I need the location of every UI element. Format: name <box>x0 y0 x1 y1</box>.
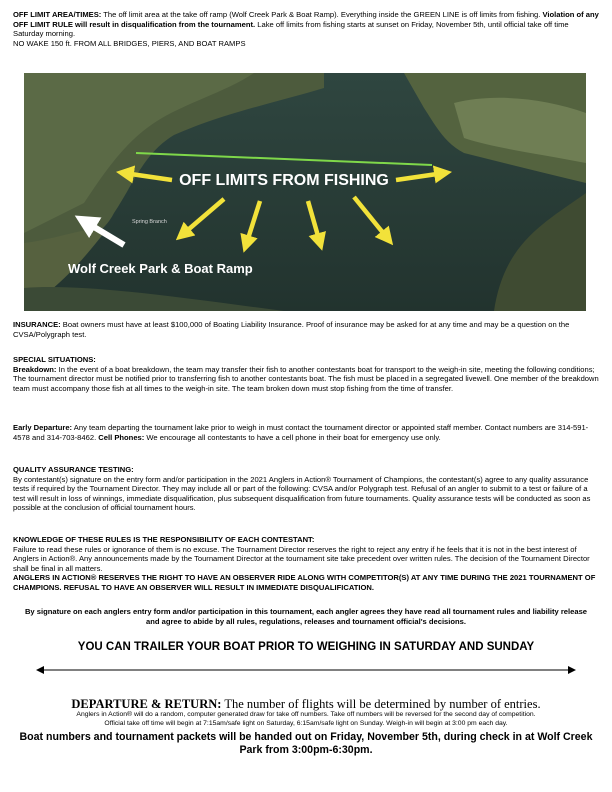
trailer-notice: YOU CAN TRAILER YOUR BOAT PRIOR TO WEIGHING IN SATURDAY AND SUNDAY <box>77 641 535 653</box>
observer-rule: ANGLERS IN ACTION® RESERVES THE RIGHT TO HAVE AN OBSERVER RIDE ALONG WITH COMPETITOR(S) AT ANY TIME DURING THE 2021 TOURNAMENT OF CHAMPIONS. REFUSAL TO HAVE AN OBSERVER WILL RESULT IN IMMEDIATE DISQUALIFICATION. <box>13 573 596 592</box>
departure-heading-line <box>13 697 599 711</box>
departure-heading-text: The number of flights will be determined by number of entries. <box>221 697 541 711</box>
off-limit-text-1: The off limit area at the take off ramp (Wolf Creek Park & Boat Ramp). Everything inside the GREEN LINE is off limits from fishing. <box>101 10 543 19</box>
signature-agreement: By signature on each anglers entry form and/or participation in this tournament, each angler agrees they have read all tournament rules and liability release and agree to abide by all rules, regulations, releases and tournament official's decisions. <box>24 607 588 626</box>
special-situations-section <box>13 355 599 393</box>
early-departure-label: Early Departure: <box>13 423 73 432</box>
early-departure-text: Any team departing the tournament lake prior to weigh in must contact the tournament director or appointed staff member. Contact numbers are 314-591-4578 and 314-703-8462. <box>13 423 589 442</box>
departure-line-2: Official take off time will begin at 7:15am/safe light on Saturday, 6:15am/safe light on Sunday. Weigh-in will begin at 3:00 pm each day. <box>104 720 508 727</box>
double-arrow-divider <box>36 664 576 676</box>
off-limit-text-2: Lake off limits from fishing starts at sunset on Friday, November 5th, until official take off time Saturday morning. <box>13 19 569 39</box>
quality-heading: QUALITY ASSURANCE TESTING: <box>13 465 134 474</box>
map-banner: OFF LIMITS FROM FISHING <box>179 172 389 189</box>
quality-section <box>13 465 599 513</box>
special-heading: SPECIAL SITUATIONS: <box>13 355 96 364</box>
cell-phones-label: Cell Phones: <box>98 432 145 442</box>
off-limits-aerial-map <box>24 73 586 311</box>
knowledge-section <box>13 535 599 593</box>
breakdown-label: Breakdown: <box>13 364 57 374</box>
off-limit-violation: Violation of any OFF LIMIT RULE will result in disqualification from the tournament. <box>13 10 599 29</box>
insurance-text: Boat owners must have at least $100,000 of Boating Liability Insurance. Proof of insurance may be asked for at any time and may be a question on the CVSA/Polygraph test. <box>13 320 570 339</box>
spring-branch-label: Spring Branch <box>132 219 167 225</box>
knowledge-text: Failure to read these rules or ignorance of them is no excuse. The Tournament Director reserves the right to reject any entry if he feels that it is not in the best interest of Anglers in Action®. Any announcements made by the Tournament Director at the tournament site take precedent over written rules. The decision of the Tournament Director shall be final in all matters. <box>13 544 590 573</box>
cell-phones-text: We encourage all contestants to have a cell phone in their boat for emergency use only. <box>144 432 441 442</box>
knowledge-heading: KNOWLEDGE OF THESE RULES IS THE RESPONSIBILITY OF EACH CONTESTANT: <box>13 535 315 544</box>
breakdown-text: In the event of a boat breakdown, the team may transfer their fish to another contestants boat for transport to the weigh-in site, meeting the following conditions; The tournament director must be notified prior to transferring fish to another contestants boat. The fish must be placed in a segregated livewell. One member of the breakdown team must accompany those fish at all times to the weigh-in site. The team broken down must stop fishing from the time of transfer. <box>13 364 599 393</box>
insurance-heading: INSURANCE: <box>13 320 61 329</box>
ramp-label: Wolf Creek Park & Boat Ramp <box>68 261 253 276</box>
quality-text: By contestant(s) signature on the entry form and/or participation in the 2021 Anglers in Action® Tournament of Champions, the contestant(s) agree to any quality assurance tests if required by the Tournament Director. They may include all or part of the following: CVSA and/or Polygraph test. Refusal of an angler to submit to a test or failure of a test will result in loss of winnings, immediate disqualification, plus subsequent disqualification from future tournaments. Quality assurance tests will be conducted as soon as possible at the conclusion of official tournament hours. <box>13 474 591 513</box>
off-limit-section <box>13 10 599 48</box>
map-graphic <box>24 73 586 311</box>
insurance-section <box>13 320 599 339</box>
departure-line-1: Anglers in Action® will do a random, computer generated draw for take off numbers. Take off numbers will be reversed for the second day of competition. <box>76 711 536 718</box>
packets-notice: Boat numbers and tournament packets will be handed out on Friday, November 5th, during check in at Wolf Creek Park from 3:00pm-6:30pm. <box>19 731 593 756</box>
early-departure-section <box>13 423 599 442</box>
departure-heading: DEPARTURE & RETURN: <box>71 697 222 711</box>
no-wake-rule: NO WAKE 150 ft. FROM ALL BRIDGES, PIERS, AND BOAT RAMPS <box>13 38 246 48</box>
off-limit-heading: OFF LIMIT AREA/TIMES: <box>13 10 102 19</box>
